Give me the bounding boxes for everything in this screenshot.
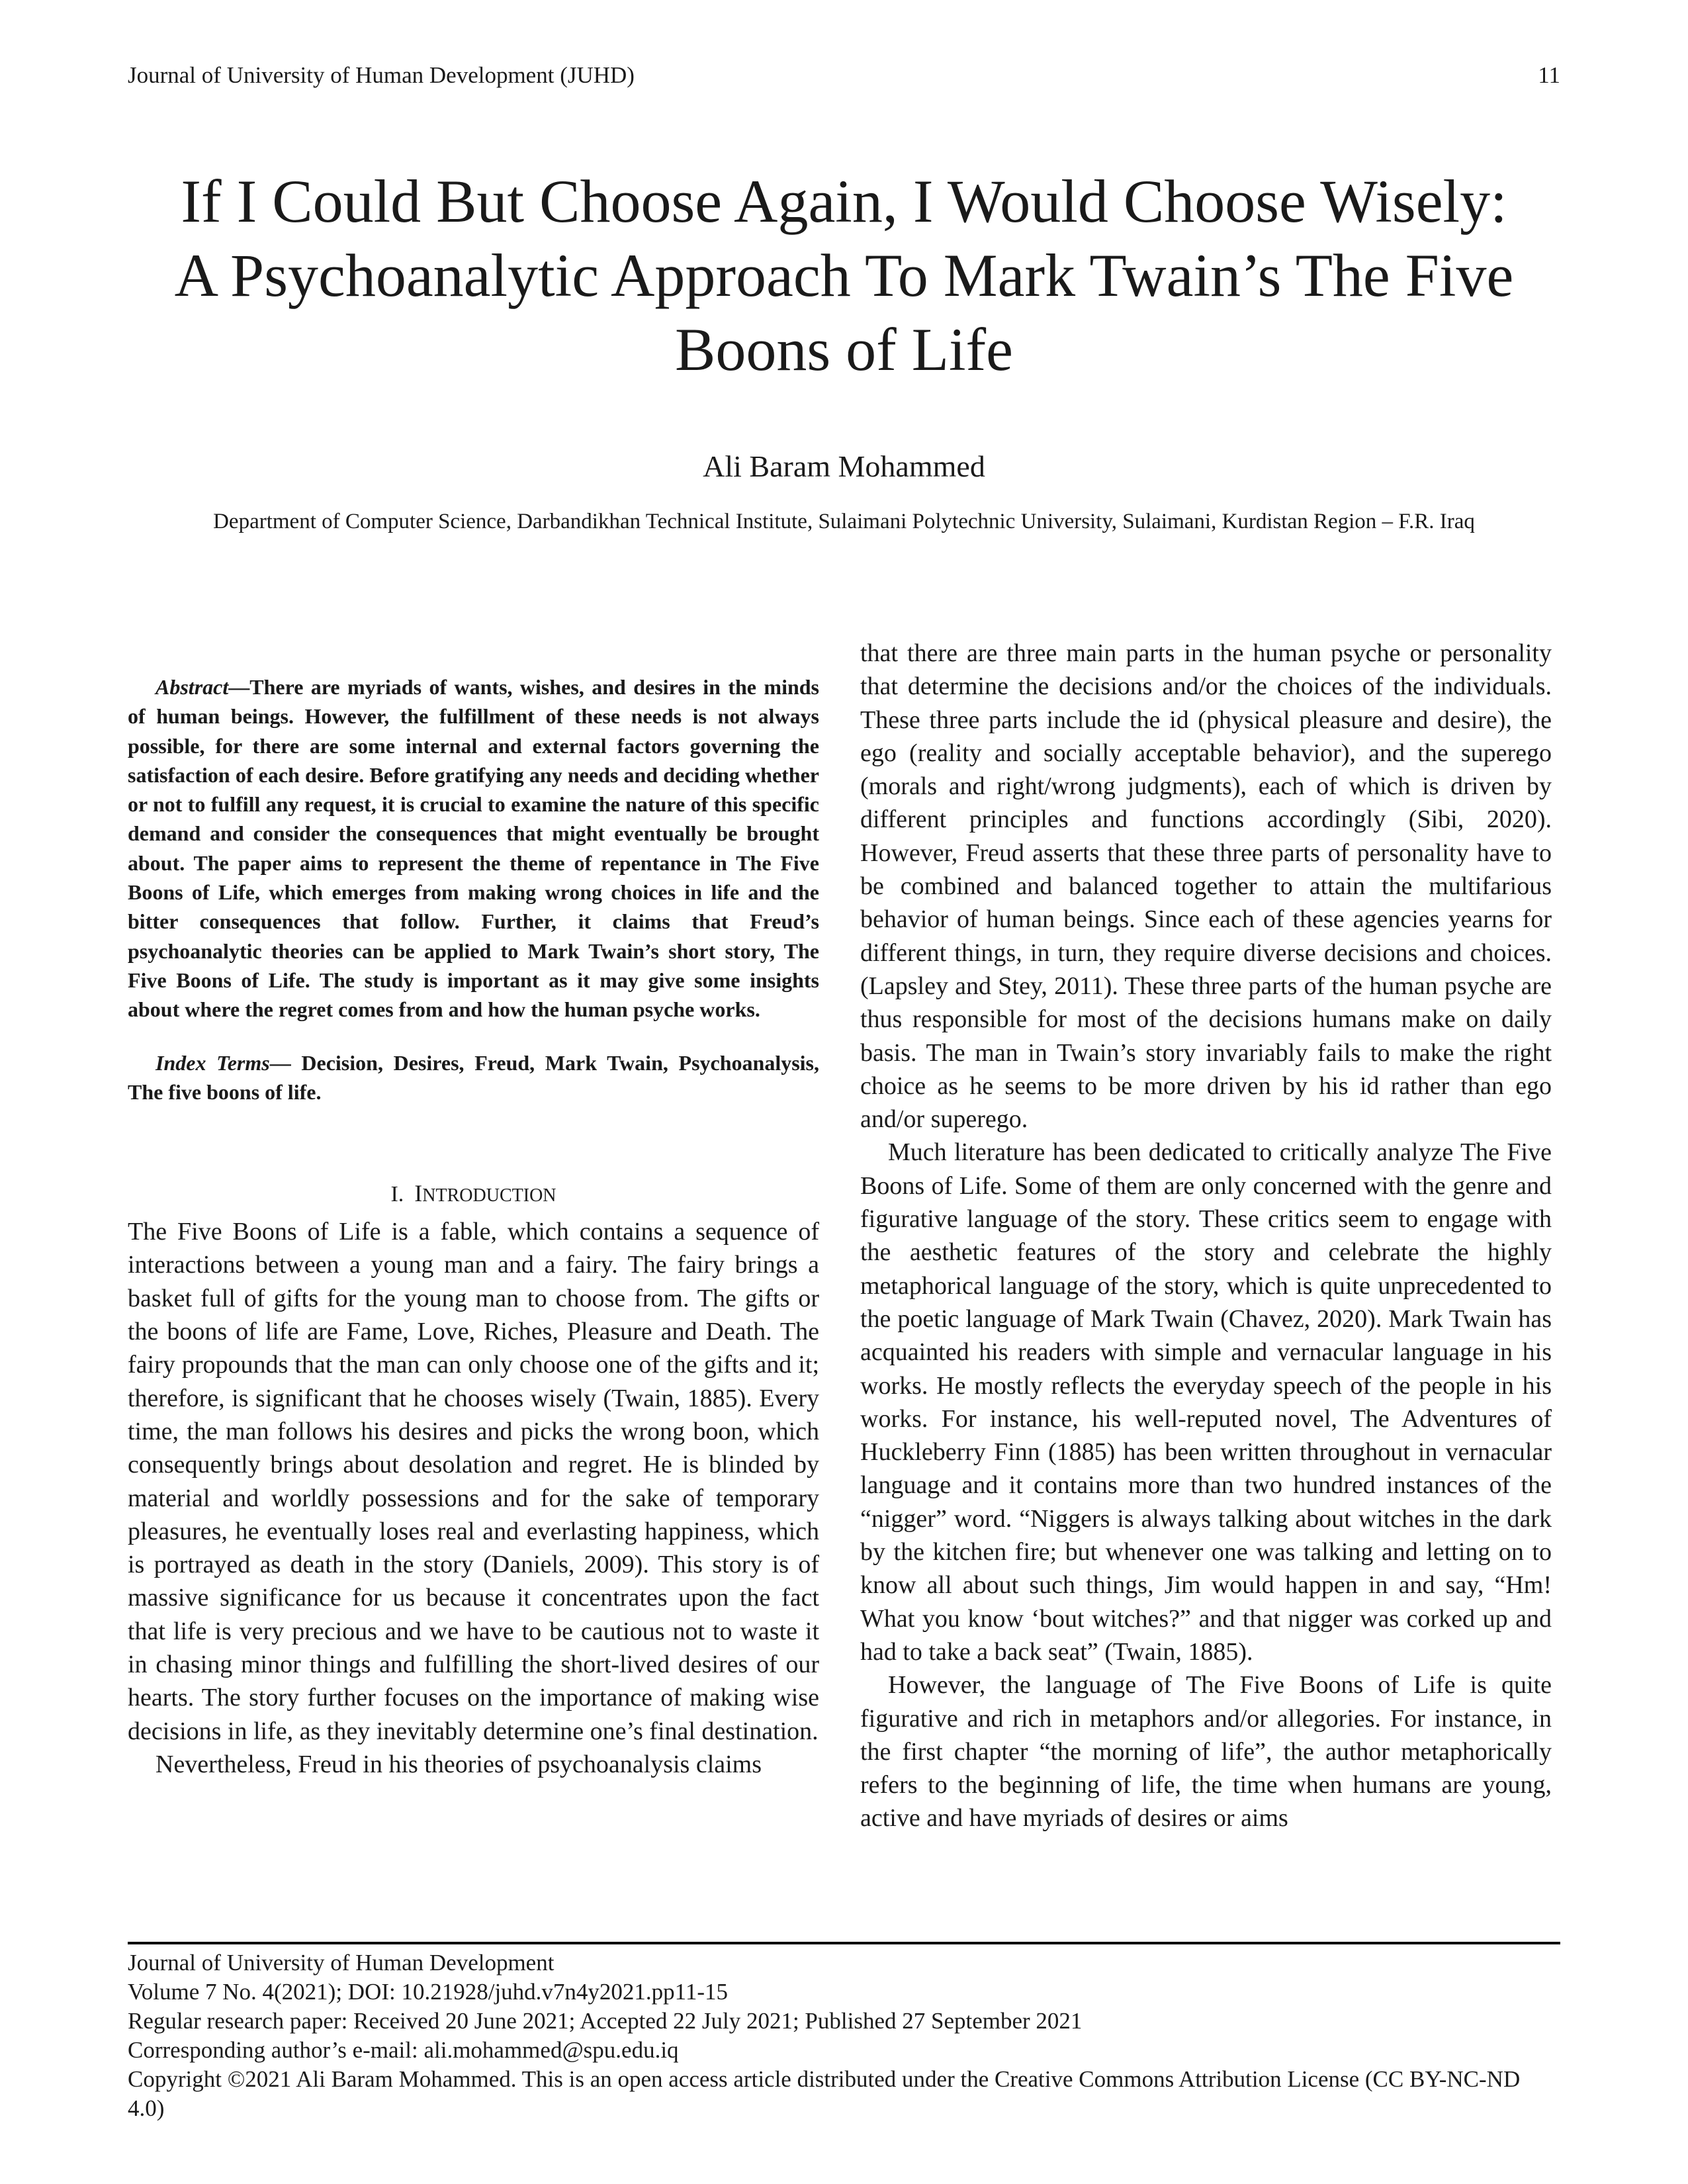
- author-affiliation: Department of Computer Science, Darbandikhan Technical Institute, Sulaimani Polytechnic University, Sulaimani, Kurdistan Region – F.R. Iraq: [213, 510, 1475, 533]
- section-heading-introduction: [128, 1178, 819, 1211]
- footer-volume-doi: Volume 7 No. 4(2021); DOI: 10.21928/juhd.v7n4y2021.pp11-15: [128, 1979, 729, 2005]
- footer-dates: Regular research paper: Received 20 June 2021; Accepted 22 July 2021; Published 27 September 2021: [128, 2008, 1083, 2034]
- abstract-text: —There are myriads of wants, wishes, and desires in the minds of human beings. However, the fulfillment of these needs is not always possible, for there are some internal and external factors governing the satisfaction of each desire. Before gratifying any needs and deciding whether or not to fulfill any request, it is crucial to examine the nature of this specific demand and consider the consequences that might eventually be brought about. The paper aims to represent the theme of repentance in The Five Boons of Life, which emerges from making wrong choices in life and the bitter consequences that follow. Further, it claims that Freud’s psychoanalytic theories can be applied to Mark Twain’s short story, The Five Boons of Life. The study is important as it may give some insights about where the regret comes from and how the human psyche works.: [128, 675, 819, 1022]
- index-terms-label: Index Terms: [155, 1050, 270, 1075]
- paper-title: If I Could But Choose Again, I Would Choose Wisely: A Psychoanalytic Approach To Mark Twain’s The Five Boons of Life: [174, 167, 1514, 383]
- author-name: Ali Baram Mohammed: [703, 449, 985, 483]
- footer-copyright: Copyright ©2021 Ali Baram Mohammed. This is an open access article distributed under the Creative Commons Attribution License (CC BY-NC-ND 4.0): [128, 2066, 1521, 2121]
- body-paragraph-4: However, the language of The Five Boons of Life is quite figurative and rich in metaphors and/or allegories. For instance, in the first chapter “the morning of life”, the author metaphorically refers to the beginning of life, the time when humans are young, active and have myriads of desires or aims: [860, 1671, 1552, 1833]
- body-paragraph-3: Much literature has been dedicated to critically analyze The Five Boons of Life. Some of them are only concerned with the genre and figurative language of the story. These critics seem to engage with the aesthetic features of the story and celebrate the highly metaphorical language of the story, which is quite unprecedented to the poetic language of Mark Twain (Chavez, 2020). Mark Twain has acquainted his readers with simple and vernacular language in his works. He mostly reflects the everyday speech of the people in his works. For instance, his well-reputed novel, The Adventures of Huckleberry Finn (1885) has been written throughout in vernacular language and it contains more than two hundred instances of the “nigger” word. “Niggers is always talking about witches in the dark by the kitchen fire; but whenever one was talking and letting on to know all about such things, Jim would happen in and say, “Hm! What you know ‘bout witches?” and that nigger was corked up and had to take a back seat” (Twain, 1885).: [860, 1138, 1552, 1666]
- footer-divider: [128, 1942, 1560, 1944]
- footer: [128, 1948, 1560, 2123]
- journal-name: Journal of University of Human Development (JUHD): [128, 62, 635, 88]
- footer-email: Corresponding author’s e-mail: ali.mohammed@spu.edu.iq: [128, 2037, 679, 2063]
- index-terms-text: — Decision, Desires, Freud, Mark Twain, Psychoanalysis, The five boons of life.: [128, 1050, 820, 1104]
- body-paragraph-2-start: Nevertheless, Freud in his theories of psychoanalysis claims: [155, 1750, 762, 1778]
- section-title-initial: I: [414, 1180, 423, 1207]
- footer-journal: Journal of University of Human Development: [128, 1950, 555, 1976]
- page-number: 11: [1538, 62, 1560, 88]
- index-terms: [128, 1048, 819, 1107]
- section-number: I.: [390, 1182, 404, 1207]
- body-paragraph-1: The Five Boons of Life is a fable, which contains a sequence of interactions between a young man and a fairy. The fairy brings a basket full of gifts for the young man to choose from. The gifts or the boons of life are Fame, Love, Riches, Pleasure and Death. The fairy propounds that the man can only choose one of the gifts and it; therefore, is significant that he chooses wisely (Twain, 1885). Every time, the man follows his desires and picks the wrong boon, which consequently brings about desolation and regret. He is blinded by material and worldly possessions and for the sake of temporary pleasures, he eventually loses real and everlasting happiness, which is portrayed as death in the story (Daniels, 2009). This story is of massive significance for us because it concentrates upon the fact that life is very precious and we have to be cautious not to waste it in chasing minor things and fulfilling the short-lived desires of our hearts. The story further focuses on the importance of making wise decisions in life, as they inevitably determine one’s final destination.: [128, 1218, 819, 1745]
- right-column: [860, 637, 1552, 1835]
- abstract-label: Abstract: [155, 675, 229, 699]
- abstract: [128, 672, 819, 1024]
- body-paragraph-2-continued: that there are three main parts in the human psyche or personality that determine the decisions and/or the choices of the individuals. These three parts include the id (physical pleasure and desire), the ego (reality and socially acceptable behavior), and the superego (morals and right/wrong judgments), each of which is driven by different principles and functions accordingly (Sibi, 2020). However, Freud asserts that these three parts of personality have to be combined and balanced together to attain the multifarious behavior of human beings. Since each of these agencies yearns for different things, in turn, they require diverse decisions and choices. (Lapsley and Stey, 2011). These three parts of the human psyche are thus responsible for most of the decisions humans make on daily basis. The man in Twain’s story invariably fails to make the right choice as he seems to be more driven by his id rather than ego and/or superego.: [860, 639, 1552, 1134]
- running-header: [128, 58, 1560, 93]
- section-title-rest: NTRODUCTION: [422, 1185, 556, 1206]
- left-column: [128, 635, 819, 1781]
